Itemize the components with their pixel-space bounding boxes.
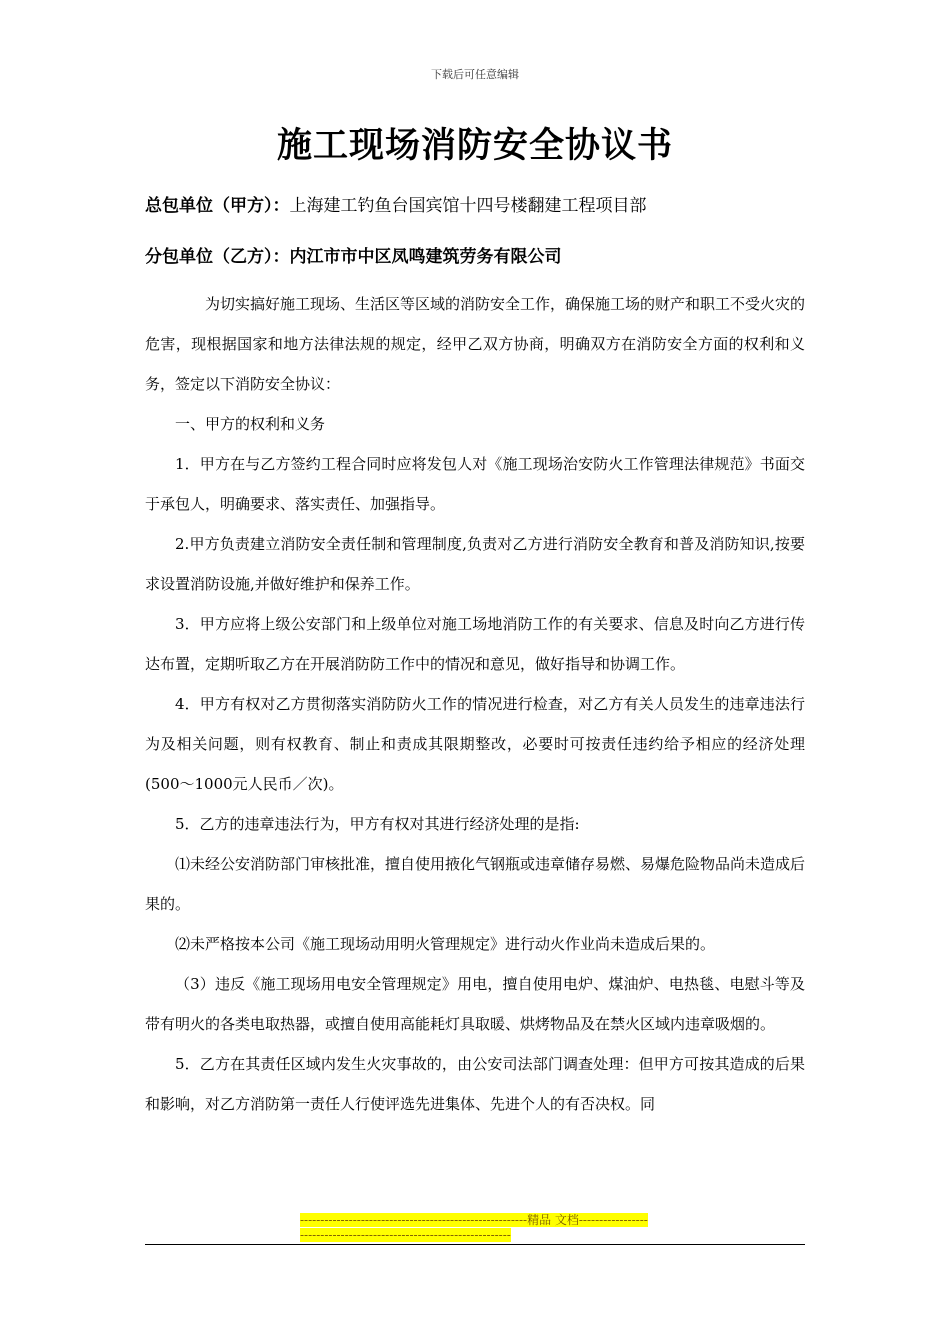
clause-paragraph: 4．甲方有权对乙方贯彻落实消防防火工作的情况进行检查，对乙方有关人员发生的违章违法行为及相关问题，则有权教育、制止和责成其限期整改，必要时可按责任违约给予相应的经济处理(500～1000元人民币／次)。 (145, 695, 805, 793)
footer-text: --------------------------------------------------------精品 文档--------------------------------------------------------------------- (300, 1213, 648, 1242)
document-body (145, 284, 805, 1124)
party-b-value: 内江市市中区凤鸣建筑劳务有限公司 (289, 247, 562, 267)
party-b-line (145, 242, 850, 267)
sub-clause-paragraph: （3）违反《施工现场用电安全管理规定》用电，擅自使用电炉、煤油炉、电热毯、电慰斗等及带有明火的各类电取热器，或擅自使用高能耗灯具取暖、烘烤物品及在禁火区域内违章吸烟的。 (145, 975, 805, 1033)
clause-paragraph: 5．乙方在其责任区域内发生火灾事故的，由公安司法部门调查处理：但甲方可按其造成的后果和影响，对乙方消防第一责任人行使评选先进集体、先进个人的有否决权。同 (145, 1055, 805, 1113)
intro-paragraph: 为切实搞好施工现场、生活区等区域的消防安全工作，确保施工场的财产和职工不受火灾的危害，现根据国家和地方法律法规的规定，经甲乙双方协商，明确双方在消防安全方面的权利和义务，签定以下消防安全协议： (145, 295, 806, 393)
party-a-label: 总包单位（甲方）： (145, 196, 290, 216)
party-b-label: 分包单位（乙方）： (145, 247, 290, 267)
footer-divider (145, 1244, 805, 1245)
sub-clause-paragraph: ⑴未经公安消防部门审核批准，擅自使用掖化气钢瓶或违章储存易燃、易爆危险物品尚未造成后果的。 (145, 855, 806, 913)
footer-watermark (300, 1213, 650, 1243)
sub-clause-paragraph: ⑵未严格按本公司《施工现场动用明火管理规定》进行动火作业尚未造成后果的。 (175, 935, 716, 953)
clause-paragraph: 5．乙方的违章违法行为，甲方有权对其进行经济处理的是指: (175, 815, 580, 833)
section-heading: 一、甲方的权利和义务 (175, 415, 326, 433)
clause-paragraph: 1．甲方在与乙方签约工程合同时应将发包人对《施工现场治安防火工作管理法律规范》书面交于承包人，明确要求、落实责任、加强指导。 (145, 455, 805, 513)
clause-paragraph: 3．甲方应将上级公安部门和上级单位对施工场地消防工作的有关要求、信息及时向乙方进行传达布置，定期听取乙方在开展消防防工作中的情况和意见，做好指导和协调工作。 (145, 615, 805, 673)
document-title: 施工现场消防安全协议书 (276, 125, 673, 166)
party-a-value: 上海建工钓鱼台国宾馆十四号楼翻建工程项目部 (289, 196, 647, 216)
header-note: 下载后可任意编辑 (431, 68, 519, 81)
party-a-line (145, 191, 850, 216)
clause-paragraph: 2.甲方负责建立消防安全责任制和管理制度,负责对乙方进行消防安全教育和普及消防知识,按要求设置消防设施,并做好维护和保养工作。 (145, 535, 805, 593)
